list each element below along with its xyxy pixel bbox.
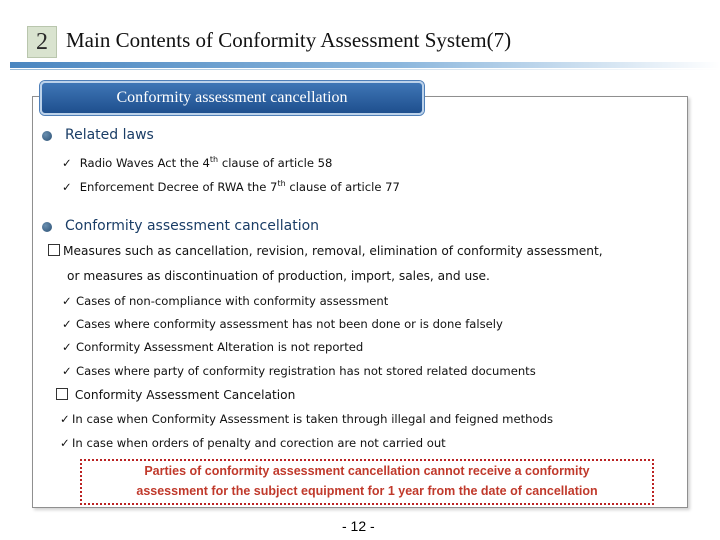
law-text: Enforcement Decree of RWA the 7 (79, 179, 278, 194)
note-line-1: Parties of conformity assessment cancellation cannot receive a conformity (144, 464, 590, 478)
law-text: Radio Waves Act the 4 (79, 155, 210, 170)
checkmark-icon: ✓ (62, 179, 72, 194)
cancel-heading: Conformity Assessment Cancelation (56, 388, 295, 402)
cancellation-note-box (80, 459, 654, 505)
bullet-icon (42, 131, 52, 141)
list-item: ✓ Enforcement Decree of RWA the 7th clause of article 77 (62, 179, 400, 194)
checkmark-icon: ✓ (62, 294, 72, 308)
bullet-icon (42, 222, 52, 232)
header-divider (10, 62, 720, 68)
page-title: Main Contents of Conformity Assessment System(7) (66, 28, 512, 52)
header-divider-thin (10, 69, 720, 70)
section-heading-cancellation: Conformity assessment cancellation (65, 218, 320, 234)
measures-line-1: Measures such as cancellation, revision, removal, elimination of conformity assessment, (48, 244, 603, 258)
checkbox-square-icon (48, 244, 60, 256)
checkbox-square-icon (56, 388, 68, 400)
section-number-badge: 2 (27, 26, 57, 58)
checkmark-icon: ✓ (62, 317, 72, 331)
checkmark-icon: ✓ (62, 340, 72, 354)
note-line-2: assessment for the subject equipment for 1 year from the date of cancellation (136, 484, 598, 498)
checkmark-icon: ✓ (60, 436, 70, 450)
list-item: ✓ Conformity Assessment Alteration is not reported (62, 340, 364, 354)
measures-line-2: or measures as discontinuation of production, import, sales, and use. (67, 269, 490, 283)
list-item: ✓ Cases where party of conformity registration has not stored related documents (62, 364, 536, 378)
checkmark-icon: ✓ (60, 412, 70, 426)
list-item: ✓ Radio Waves Act the 4th clause of article 58 (62, 155, 333, 170)
page-number: - 12 - (342, 518, 375, 534)
section-banner-label: Conformity assessment cancellation (116, 89, 348, 106)
checkmark-icon: ✓ (62, 364, 72, 378)
list-item: ✓ Cases of non-compliance with conformity assessment (62, 294, 389, 308)
list-item: ✓ In case when orders of penalty and corection are not carried out (60, 436, 446, 450)
section-banner (40, 81, 424, 115)
list-item: ✓ Cases where conformity assessment has not been done or is done falsely (62, 317, 503, 331)
list-item: ✓ In case when Conformity Assessment is taken through illegal and feigned methods (60, 412, 553, 426)
section-heading-related-laws: Related laws (65, 127, 154, 143)
checkmark-icon: ✓ (62, 155, 72, 170)
